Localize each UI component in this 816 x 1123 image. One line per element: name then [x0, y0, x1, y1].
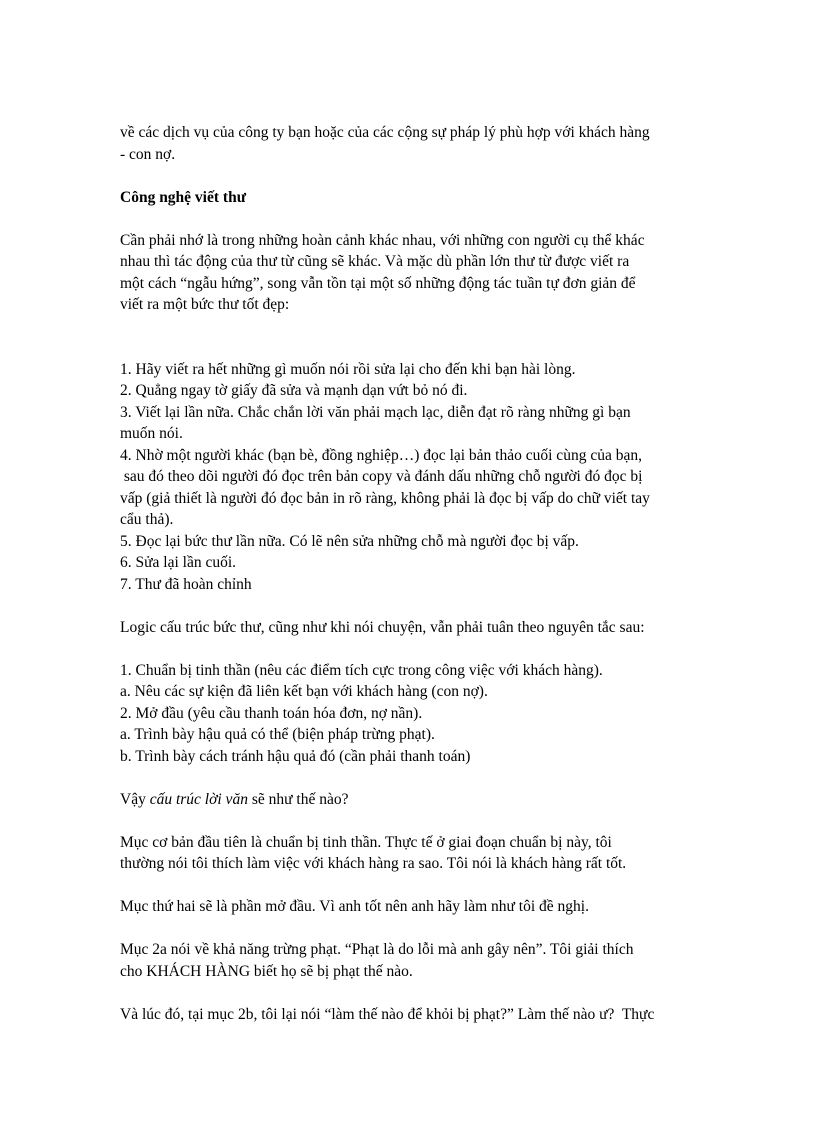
spacer [120, 316, 716, 359]
paragraph-line: cho KHÁCH HÀNG biết họ sẽ bị phạt thế nào. [120, 962, 413, 980]
list-item: a. Nêu các sự kiện đã liên kết bạn với khách hàng (con nợ). [120, 683, 488, 700]
spacer [120, 982, 716, 1004]
question-pre: Vậy [120, 790, 150, 808]
spacer [120, 165, 716, 187]
paragraph-line: Cần phải nhớ là trong những hoàn cảnh khác nhau, với những con người cụ thể khác [120, 231, 645, 249]
paragraph-2a [120, 939, 716, 982]
paragraph-line: một cách “ngẫu hứng”, song vẫn tồn tại một số những động tác tuần tự đơn giản để [120, 274, 636, 292]
question-post: sẽ như thế nào? [247, 790, 349, 808]
list-item-cont: vấp (giả thiết là người đó đọc bản in rõ ràng, không phải là đọc bị vấp do chữ viết tay [120, 489, 650, 507]
paragraph-first-item [120, 832, 716, 875]
list-item: 1. Hãy viết ra hết những gì muốn nói rồi sửa lại cho đến khi bạn hài lòng. [120, 360, 576, 378]
list-item: 4. Nhờ một người khác (bạn bè, đồng nghiệp…) đọc lại bản thảo cuối cùng của bạn, [120, 446, 642, 464]
spacer [120, 767, 716, 789]
steps-list [120, 359, 716, 596]
list-item: 5. Đọc lại bức thư lần nữa. Có lẽ nên sửa những chỗ mà người đọc bị vấp. [120, 532, 579, 550]
paragraph-line: viết ra một bức thư tốt đẹp: [120, 296, 290, 313]
spacer [120, 208, 716, 230]
list-item: 6. Sửa lại lần cuối. [120, 554, 237, 571]
intro-line-2: - con nợ. [120, 145, 176, 163]
list-item: a. Trình bày hậu quả có thể (biện pháp trừng phạt). [120, 726, 435, 743]
spacer [120, 875, 716, 897]
list-item: 1. Chuẩn bị tinh thần (nêu các điểm tích cực trong công việc với khách hàng). [120, 661, 603, 679]
logic-intro: Logic cấu trúc bức thư, cũng như khi nói chuyện, vẫn phải tuân theo nguyên tắc sau: [120, 618, 645, 636]
list-item-cont: sau đó theo dõi người đó đọc trên bản copy và đánh dấu những chỗ người đó đọc bị [120, 468, 643, 485]
list-item: 2. Quẳng ngay tờ giấy đã sửa và mạnh dạn vứt bỏ nó đi. [120, 382, 468, 399]
spacer [120, 918, 716, 940]
paragraph-line: nhau thì tác động của thư từ cũng sẽ khác. Và mặc dù phần lớn thư từ được viết ra [120, 253, 630, 270]
spacer [120, 810, 716, 832]
list-item-cont: muốn nói. [120, 425, 183, 442]
list-item: 7. Thư đã hoàn chỉnh [120, 575, 252, 593]
spacer [120, 595, 716, 617]
question-italic: cấu trúc lời văn [149, 790, 248, 808]
list-item: 2. Mở đầu (yêu cầu thanh toán hóa đơn, nợ nần). [120, 704, 423, 722]
list-item-cont: cẩu thả). [120, 511, 174, 528]
section-title: Công nghệ viết thư [120, 188, 246, 206]
paragraph-second-item: Mục thứ hai sẽ là phần mở đầu. Vì anh tốt nên anh hãy làm như tôi đề nghị. [120, 898, 589, 915]
paragraph-line: Mục cơ bản đầu tiên là chuẩn bị tinh thần. Thực tế ở giai đoạn chuẩn bị này, tôi [120, 833, 612, 851]
paragraph-2b: Và lúc đó, tại mục 2b, tôi lại nói “làm thế nào để khỏi bị phạt?” Làm thế nào ư? Thực [120, 1005, 655, 1023]
structure-list [120, 660, 716, 768]
list-item: 3. Viết lại lần nữa. Chắc chắn lời văn phải mạch lạc, diễn đạt rõ ràng những gì bạn [120, 403, 631, 421]
list-item: b. Trình bày cách tránh hậu quả đó (cần phải thanh toán) [120, 747, 471, 765]
paragraph-intro [120, 230, 716, 316]
spacer [120, 638, 716, 660]
paragraph-line: Mục 2a nói về khả năng trừng phạt. “Phạt là do lỗi mà anh gây nên”. Tôi giải thích [120, 941, 634, 958]
paragraph-line: thường nói tôi thích làm việc với khách hàng ra sao. Tôi nói là khách hàng rất tốt. [120, 855, 627, 872]
intro-line-1: về các dịch vụ của công ty bạn hoặc của các cộng sự pháp lý phù hợp với khách hàng [120, 124, 650, 141]
question-line [120, 789, 716, 811]
